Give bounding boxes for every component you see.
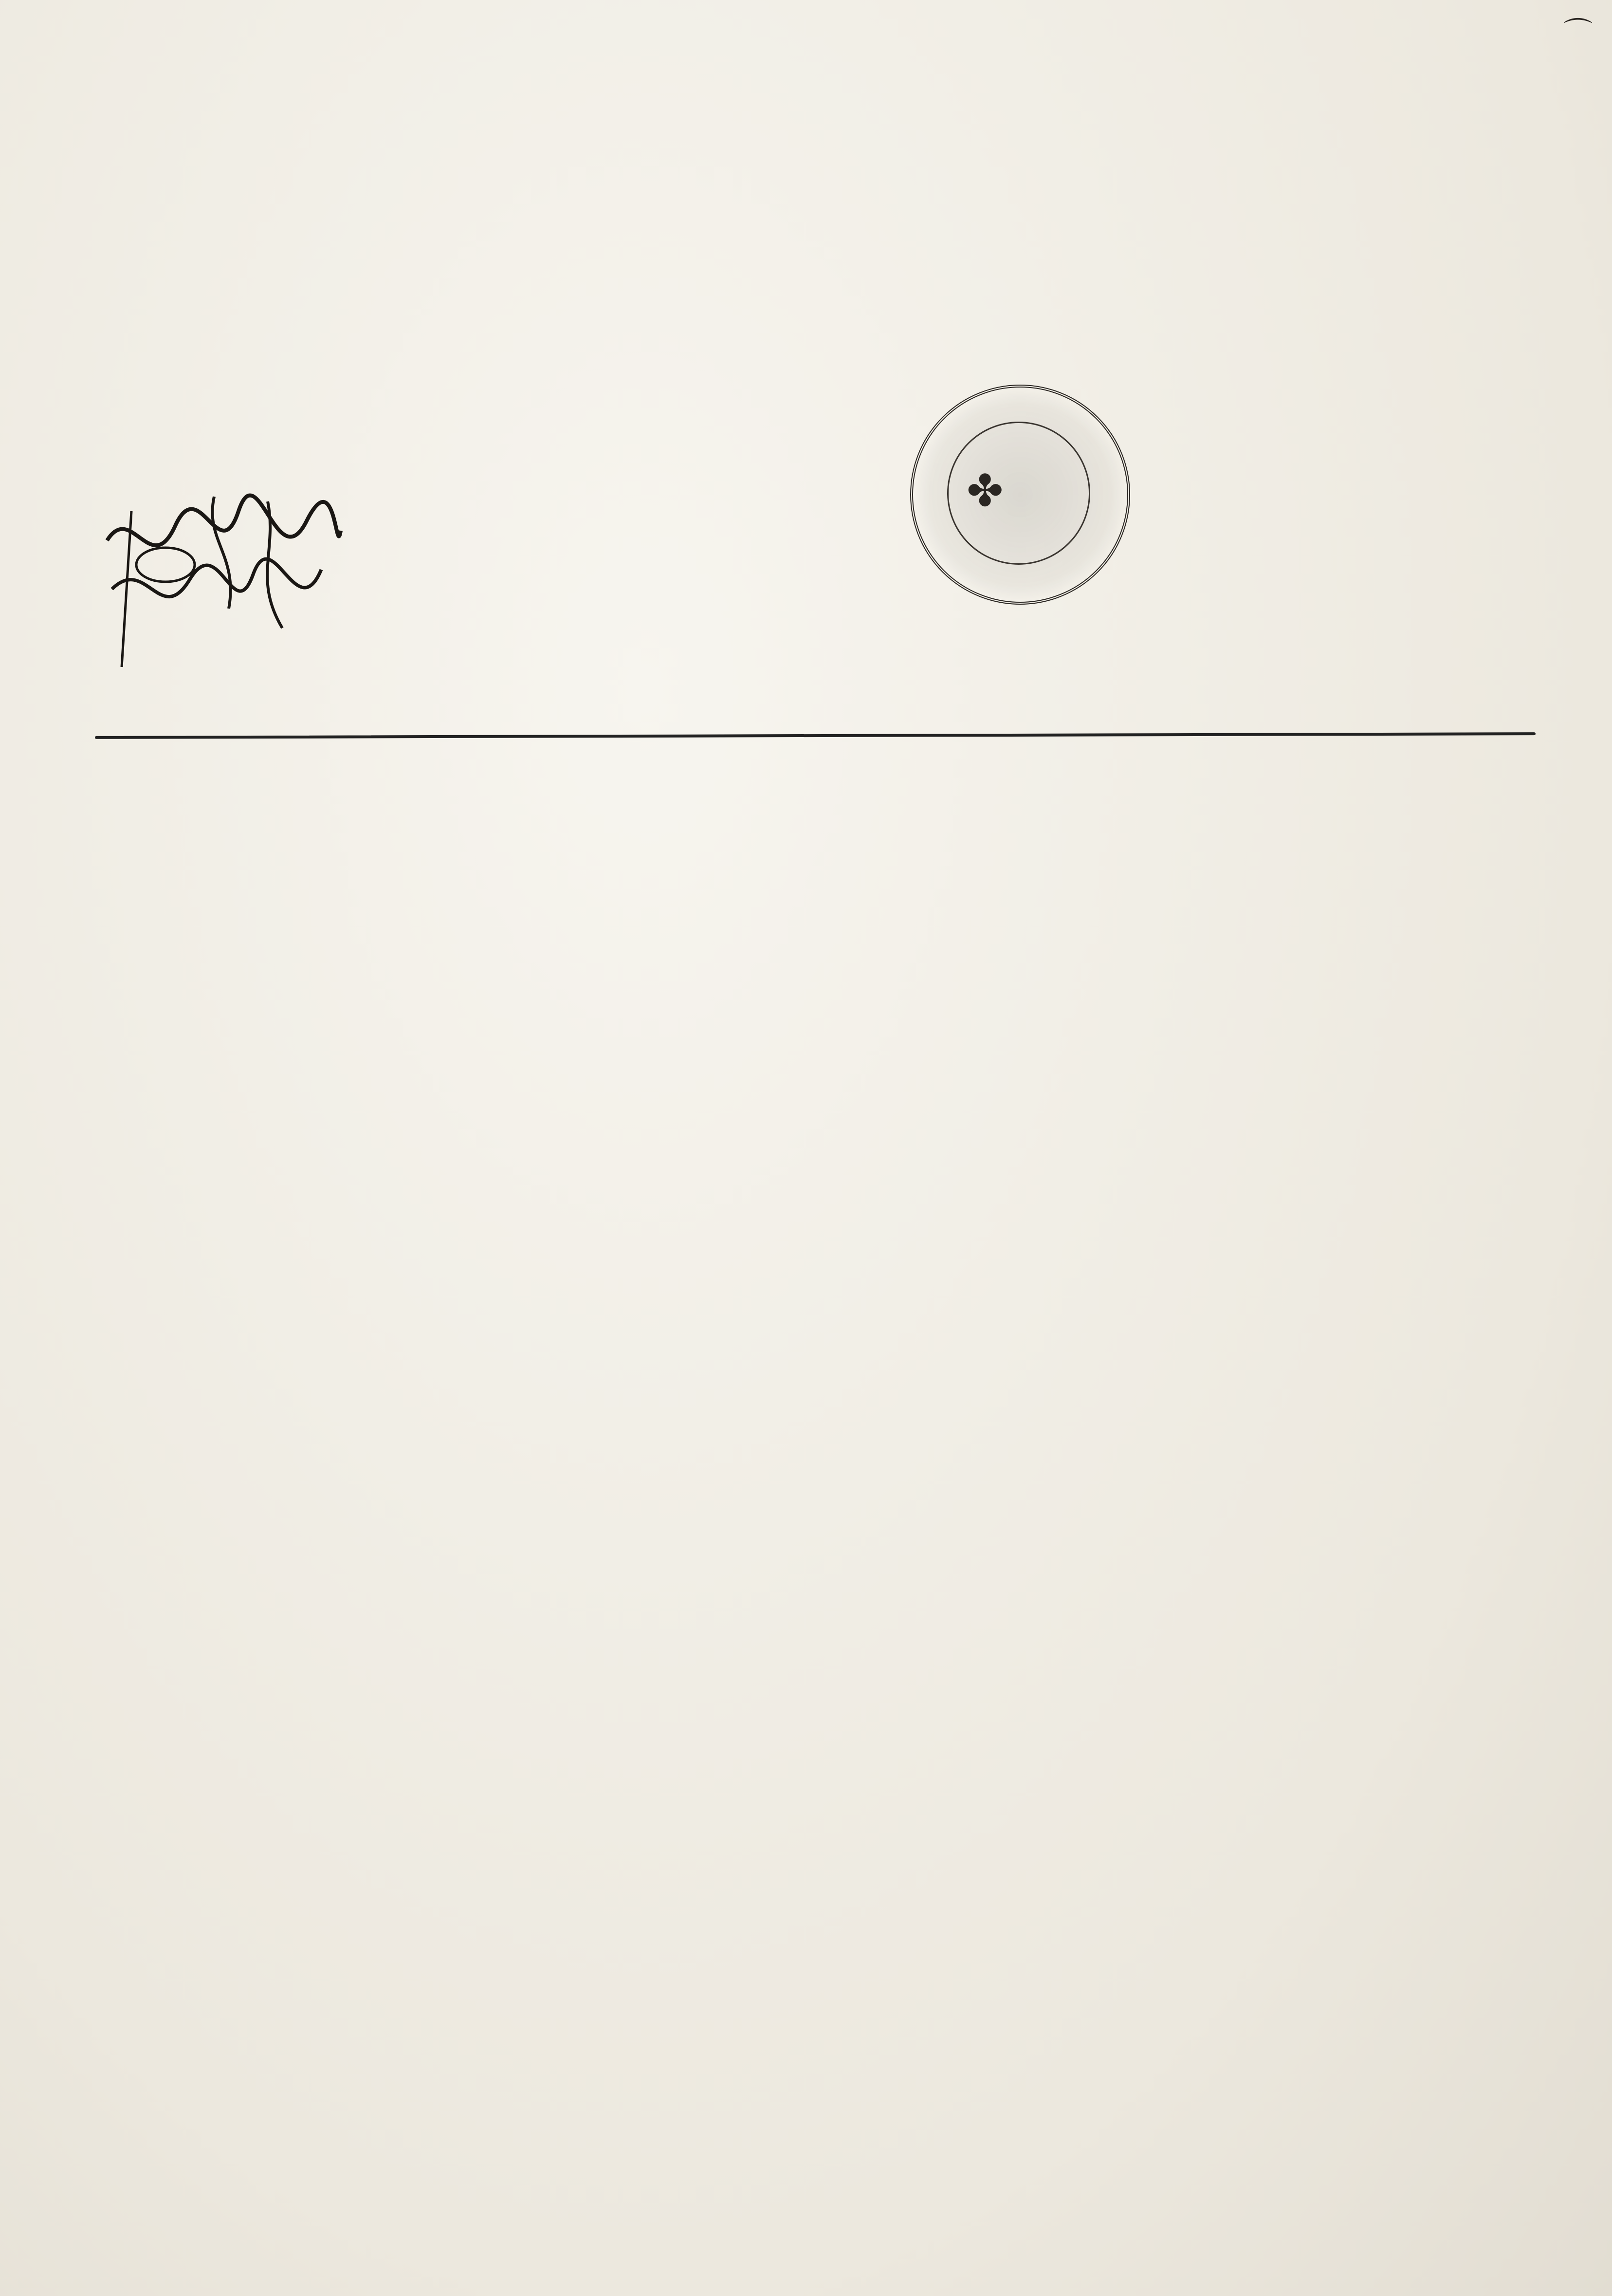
president-signature [92,477,346,682]
section-divider [95,732,1536,739]
corner-scribble-icon: ⌒ [1563,16,1593,50]
official-seal-icon: ✤ [910,385,1130,605]
